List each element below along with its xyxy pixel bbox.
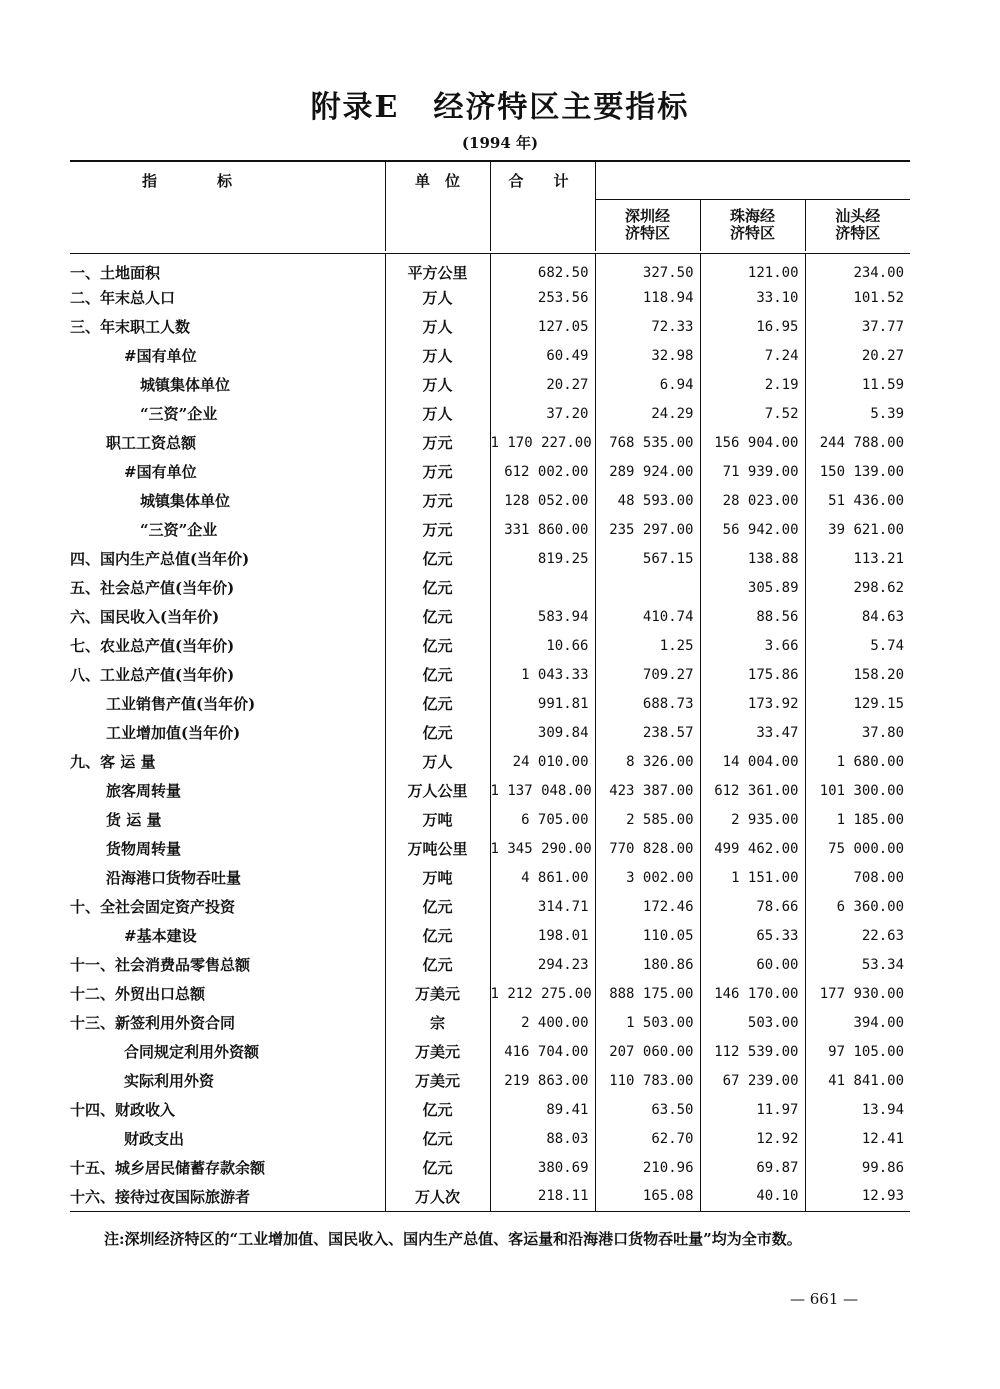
value-total: 128 052.00 — [490, 486, 595, 515]
value-zhuhai: 56 942.00 — [700, 515, 805, 544]
table-row — [70, 1008, 910, 1037]
value-total: 682.50 — [490, 254, 595, 284]
row-unit: 万元 — [385, 428, 490, 457]
value-zhuhai: 156 904.00 — [700, 428, 805, 457]
value-shantou: 177 930.00 — [805, 979, 910, 1008]
value-total: 1 212 275.00 — [490, 979, 595, 1008]
row-indicator-name: 三、年末职工人数 — [70, 318, 191, 336]
value-zhuhai: 16.95 — [700, 312, 805, 341]
row-unit: 万吨 — [385, 863, 490, 892]
value-shantou: 1 680.00 — [805, 747, 910, 776]
value-total — [490, 573, 595, 602]
value-total: 253.56 — [490, 283, 595, 312]
value-zhuhai: 78.66 — [700, 892, 805, 921]
header-zone-group — [595, 161, 910, 199]
table-row — [70, 892, 910, 921]
value-zhuhai: 7.52 — [700, 399, 805, 428]
row-indicator-name: 六、国民收入(当年价) — [70, 608, 220, 626]
table-row — [70, 457, 910, 486]
value-shenzhen: 110 783.00 — [595, 1066, 700, 1095]
row-unit: 万人 — [385, 399, 490, 428]
value-shenzhen: 24.29 — [595, 399, 700, 428]
value-total: 583.94 — [490, 602, 595, 631]
row-indicator-name: “三资”企业 — [140, 405, 218, 423]
value-total: 991.81 — [490, 689, 595, 718]
page-number: — 661 — — [790, 1290, 859, 1308]
table-row — [70, 1037, 910, 1066]
value-total: 819.25 — [490, 544, 595, 573]
row-unit: 亿元 — [385, 1095, 490, 1124]
row-unit: 万人 — [385, 341, 490, 370]
row-unit: 亿元 — [385, 718, 490, 747]
value-shenzhen: 410.74 — [595, 602, 700, 631]
table-row — [70, 486, 910, 515]
table-row — [70, 573, 910, 602]
value-zhuhai: 499 462.00 — [700, 834, 805, 863]
value-shenzhen: 709.27 — [595, 660, 700, 689]
value-zhuhai: 71 939.00 — [700, 457, 805, 486]
table-row — [70, 689, 910, 718]
row-indicator-name: 合同规定利用外资额 — [124, 1043, 260, 1061]
table-row — [70, 950, 910, 979]
value-shenzhen — [595, 573, 700, 602]
value-zhuhai: 1 151.00 — [700, 863, 805, 892]
value-shantou: 12.41 — [805, 1124, 910, 1153]
table-row — [70, 544, 910, 573]
row-indicator-name: 沿海港口货物吞吐量 — [106, 869, 242, 887]
row-indicator-name: #基本建设 — [124, 927, 197, 945]
value-zhuhai: 40.10 — [700, 1182, 805, 1211]
value-shantou: 53.34 — [805, 950, 910, 979]
row-unit: 万人 — [385, 747, 490, 776]
value-shantou: 37.77 — [805, 312, 910, 341]
value-total: 37.20 — [490, 399, 595, 428]
value-zhuhai: 121.00 — [700, 254, 805, 284]
value-shantou: 158.20 — [805, 660, 910, 689]
value-shenzhen: 48 593.00 — [595, 486, 700, 515]
value-shenzhen: 180.86 — [595, 950, 700, 979]
header-shenzhen: 深圳经 济特区 — [595, 199, 700, 251]
row-unit: 万人公里 — [385, 776, 490, 805]
table-row — [70, 515, 910, 544]
value-total: 127.05 — [490, 312, 595, 341]
row-unit: 亿元 — [385, 631, 490, 660]
value-zhuhai: 28 023.00 — [700, 486, 805, 515]
row-unit: 万美元 — [385, 1066, 490, 1095]
value-shantou: 1 185.00 — [805, 805, 910, 834]
row-unit: 宗 — [385, 1008, 490, 1037]
value-shenzhen: 1.25 — [595, 631, 700, 660]
value-shenzhen: 770 828.00 — [595, 834, 700, 863]
value-shantou: 6 360.00 — [805, 892, 910, 921]
value-zhuhai: 33.47 — [700, 718, 805, 747]
value-shantou: 37.80 — [805, 718, 910, 747]
value-shantou: 5.39 — [805, 399, 910, 428]
header-zhuhai: 珠海经 济特区 — [700, 199, 805, 251]
row-unit: 万人 — [385, 370, 490, 399]
value-shantou: 150 139.00 — [805, 457, 910, 486]
value-zhuhai: 12.92 — [700, 1124, 805, 1153]
value-shenzhen: 32.98 — [595, 341, 700, 370]
value-zhuhai: 67 239.00 — [700, 1066, 805, 1095]
value-shantou: 234.00 — [805, 254, 910, 284]
value-zhuhai: 146 170.00 — [700, 979, 805, 1008]
value-total: 6 705.00 — [490, 805, 595, 834]
page-title — [0, 82, 1000, 126]
row-indicator-name: 五、社会总产值(当年价) — [70, 579, 235, 597]
row-indicator-name: 九、客 运 量 — [70, 753, 156, 771]
value-shenzhen: 172.46 — [595, 892, 700, 921]
row-indicator-name: 二、年末总人口 — [70, 289, 176, 307]
table-row — [70, 428, 910, 457]
value-shenzhen: 423 387.00 — [595, 776, 700, 805]
value-shenzhen: 72.33 — [595, 312, 700, 341]
row-indicator-name: #国有单位 — [124, 463, 197, 481]
table-row — [70, 921, 910, 950]
title-appendix: 附录E — [310, 90, 400, 125]
row-unit: 万人次 — [385, 1182, 490, 1211]
value-total: 314.71 — [490, 892, 595, 921]
value-shantou: 12.93 — [805, 1182, 910, 1211]
row-indicator-name: #国有单位 — [124, 347, 197, 365]
page-subtitle: (1994 年) — [461, 134, 539, 152]
value-shenzhen: 289 924.00 — [595, 457, 700, 486]
table-row — [70, 776, 910, 805]
row-indicator-name: 工业增加值(当年价) — [106, 724, 241, 742]
value-shantou: 84.63 — [805, 602, 910, 631]
table-row — [70, 1095, 910, 1124]
value-total: 89.41 — [490, 1095, 595, 1124]
value-total: 612 002.00 — [490, 457, 595, 486]
value-shantou: 20.27 — [805, 341, 910, 370]
value-total: 60.49 — [490, 341, 595, 370]
value-total: 88.03 — [490, 1124, 595, 1153]
value-total: 20.27 — [490, 370, 595, 399]
row-unit: 亿元 — [385, 1153, 490, 1182]
value-shantou: 97 105.00 — [805, 1037, 910, 1066]
value-zhuhai: 60.00 — [700, 950, 805, 979]
value-total: 198.01 — [490, 921, 595, 950]
row-indicator-name: 货物周转量 — [106, 840, 182, 858]
table-row — [70, 1153, 910, 1182]
table-row — [70, 370, 910, 399]
table-header — [70, 161, 910, 254]
row-unit: 亿元 — [385, 689, 490, 718]
value-total: 4 861.00 — [490, 863, 595, 892]
value-zhuhai: 11.97 — [700, 1095, 805, 1124]
value-zhuhai: 88.56 — [700, 602, 805, 631]
value-shantou: 41 841.00 — [805, 1066, 910, 1095]
header-indicator: 指 标 — [142, 172, 233, 190]
row-unit: 亿元 — [385, 921, 490, 950]
row-unit: 万吨公里 — [385, 834, 490, 863]
value-shenzhen: 165.08 — [595, 1182, 700, 1211]
value-zhuhai: 173.92 — [700, 689, 805, 718]
header-total: 合 计 — [490, 161, 595, 251]
value-shenzhen: 110.05 — [595, 921, 700, 950]
value-shenzhen: 688.73 — [595, 689, 700, 718]
value-shenzhen: 8 326.00 — [595, 747, 700, 776]
value-total: 24 010.00 — [490, 747, 595, 776]
row-unit: 亿元 — [385, 1124, 490, 1153]
value-total: 294.23 — [490, 950, 595, 979]
header-shantou: 汕头经 济特区 — [805, 199, 910, 251]
table-row — [70, 979, 910, 1008]
value-shenzhen: 62.70 — [595, 1124, 700, 1153]
value-shantou: 129.15 — [805, 689, 910, 718]
value-total: 380.69 — [490, 1153, 595, 1182]
value-total: 1 043.33 — [490, 660, 595, 689]
value-shantou: 394.00 — [805, 1008, 910, 1037]
value-shenzhen: 6.94 — [595, 370, 700, 399]
value-zhuhai: 69.87 — [700, 1153, 805, 1182]
value-total: 309.84 — [490, 718, 595, 747]
row-indicator-name: 十六、接待过夜国际旅游者 — [70, 1187, 251, 1206]
row-indicator-name: 工业销售产值(当年价) — [106, 695, 256, 713]
row-indicator-name: 旅客周转量 — [106, 782, 182, 800]
value-zhuhai: 33.10 — [700, 283, 805, 312]
value-total: 219 863.00 — [490, 1066, 595, 1095]
row-indicator-name: 十、全社会固定资产投资 — [70, 898, 236, 916]
value-zhuhai: 138.88 — [700, 544, 805, 573]
table-row — [70, 602, 910, 631]
table-row — [70, 1066, 910, 1095]
table-row — [70, 805, 910, 834]
table-row — [70, 399, 910, 428]
table-row — [70, 660, 910, 689]
value-zhuhai: 305.89 — [700, 573, 805, 602]
value-shantou: 101 300.00 — [805, 776, 910, 805]
value-shantou: 51 436.00 — [805, 486, 910, 515]
row-indicator-name: 城镇集体单位 — [140, 492, 231, 510]
table-row — [70, 1124, 910, 1153]
row-unit: 亿元 — [385, 544, 490, 573]
value-shenzhen: 567.15 — [595, 544, 700, 573]
table-row — [70, 863, 910, 892]
footnote: 注:深圳经济特区的“工业增加值、国民收入、国内生产总值、客运量和沿海港口货物吞吐量”均为全市数。 — [104, 1230, 802, 1248]
row-unit: 万吨 — [385, 805, 490, 834]
row-unit: 万美元 — [385, 1037, 490, 1066]
table-row — [70, 283, 910, 312]
value-total: 416 704.00 — [490, 1037, 595, 1066]
table-row — [70, 312, 910, 341]
value-shenzhen: 235 297.00 — [595, 515, 700, 544]
value-shantou: 75 000.00 — [805, 834, 910, 863]
row-indicator-name: 十一、社会消费品零售总额 — [70, 956, 251, 974]
row-indicator-name: 八、工业总产值(当年价) — [70, 666, 235, 684]
table-row — [70, 254, 910, 284]
row-unit: 万元 — [385, 457, 490, 486]
row-indicator-name: 职工工资总额 — [106, 434, 197, 452]
value-shantou: 113.21 — [805, 544, 910, 573]
value-shenzhen: 768 535.00 — [595, 428, 700, 457]
table-body — [70, 254, 910, 1212]
row-unit: 万元 — [385, 515, 490, 544]
row-indicator-name: 实际利用外资 — [124, 1072, 215, 1090]
value-zhuhai: 65.33 — [700, 921, 805, 950]
row-unit: 亿元 — [385, 573, 490, 602]
value-zhuhai: 14 004.00 — [700, 747, 805, 776]
value-total: 1 345 290.00 — [490, 834, 595, 863]
row-indicator-name: 十三、新签利用外资合同 — [70, 1014, 236, 1032]
row-unit: 万元 — [385, 486, 490, 515]
row-unit: 亿元 — [385, 950, 490, 979]
indicator-table-container — [70, 160, 910, 1212]
value-zhuhai: 7.24 — [700, 341, 805, 370]
table-row — [70, 341, 910, 370]
value-shenzhen: 1 503.00 — [595, 1008, 700, 1037]
value-total: 10.66 — [490, 631, 595, 660]
value-total: 2 400.00 — [490, 1008, 595, 1037]
value-zhuhai: 612 361.00 — [700, 776, 805, 805]
value-total: 218.11 — [490, 1182, 595, 1211]
header-unit: 单 位 — [385, 161, 490, 251]
title-main: 经济特区主要指标 — [433, 90, 690, 125]
value-shantou: 22.63 — [805, 921, 910, 950]
row-unit: 平方公里 — [385, 254, 490, 284]
row-indicator-name: 一、土地面积 — [70, 264, 161, 282]
value-shenzhen: 118.94 — [595, 283, 700, 312]
row-indicator-name: “三资”企业 — [140, 521, 218, 539]
row-unit: 亿元 — [385, 892, 490, 921]
row-indicator-name: 十四、财政收入 — [70, 1101, 176, 1119]
value-total: 1 137 048.00 — [490, 776, 595, 805]
value-shantou: 298.62 — [805, 573, 910, 602]
value-shantou: 101.52 — [805, 283, 910, 312]
value-shantou: 99.86 — [805, 1153, 910, 1182]
table-row — [70, 631, 910, 660]
row-unit: 亿元 — [385, 602, 490, 631]
value-shantou: 244 788.00 — [805, 428, 910, 457]
value-shenzhen: 888 175.00 — [595, 979, 700, 1008]
value-zhuhai: 2.19 — [700, 370, 805, 399]
row-indicator-name: 城镇集体单位 — [140, 376, 231, 394]
row-indicator-name: 财政支出 — [124, 1130, 185, 1148]
value-shenzhen: 3 002.00 — [595, 863, 700, 892]
value-shenzhen: 2 585.00 — [595, 805, 700, 834]
value-shenzhen: 210.96 — [595, 1153, 700, 1182]
row-unit: 万人 — [385, 283, 490, 312]
value-total: 1 170 227.00 — [490, 428, 595, 457]
value-zhuhai: 112 539.00 — [700, 1037, 805, 1066]
row-unit: 万人 — [385, 312, 490, 341]
value-shenzhen: 327.50 — [595, 254, 700, 284]
row-indicator-name: 七、农业总产值(当年价) — [70, 637, 235, 655]
value-shantou: 5.74 — [805, 631, 910, 660]
table-row — [70, 1182, 910, 1211]
value-total: 331 860.00 — [490, 515, 595, 544]
table-row — [70, 718, 910, 747]
value-shantou: 708.00 — [805, 863, 910, 892]
value-shenzhen: 207 060.00 — [595, 1037, 700, 1066]
value-zhuhai: 2 935.00 — [700, 805, 805, 834]
value-zhuhai: 3.66 — [700, 631, 805, 660]
table-row — [70, 747, 910, 776]
value-shantou: 13.94 — [805, 1095, 910, 1124]
value-shantou: 39 621.00 — [805, 515, 910, 544]
indicator-table — [70, 160, 910, 1212]
value-shenzhen: 63.50 — [595, 1095, 700, 1124]
row-unit: 亿元 — [385, 660, 490, 689]
row-indicator-name: 十二、外贸出口总额 — [70, 985, 206, 1003]
row-indicator-name: 四、国内生产总值(当年价) — [70, 550, 250, 568]
value-shenzhen: 238.57 — [595, 718, 700, 747]
value-zhuhai: 503.00 — [700, 1008, 805, 1037]
row-unit: 万美元 — [385, 979, 490, 1008]
row-indicator-name: 十五、城乡居民储蓄存款余额 — [70, 1159, 266, 1177]
value-zhuhai: 175.86 — [700, 660, 805, 689]
value-shantou: 11.59 — [805, 370, 910, 399]
row-indicator-name: 货 运 量 — [106, 811, 162, 829]
table-row — [70, 834, 910, 863]
